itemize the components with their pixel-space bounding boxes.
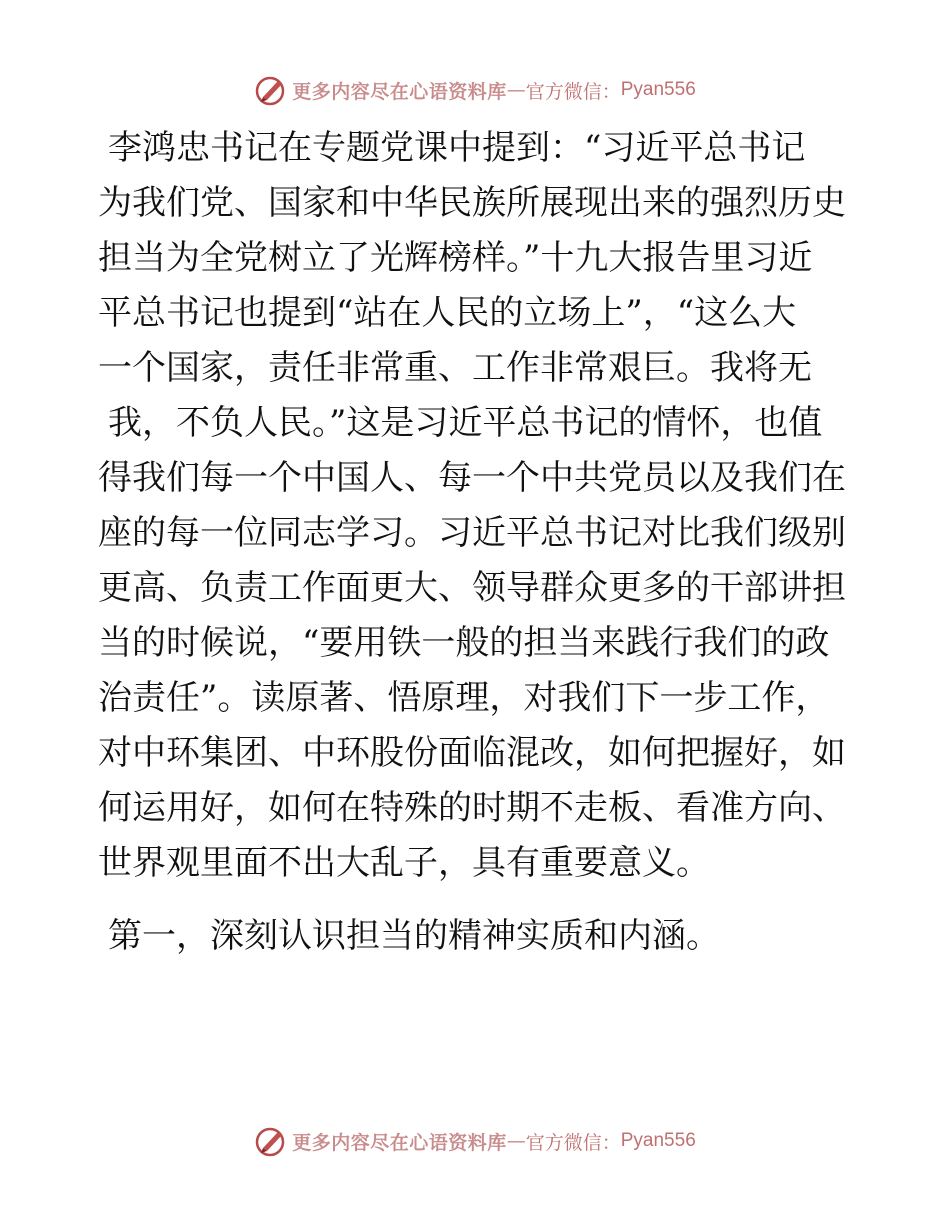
watermark-separator: —	[506, 79, 526, 101]
watermark-wechat-id: Pyan556	[620, 1130, 696, 1151]
paragraph-line: 担当为全党树立了光辉榜样。”十九大报告里习近	[98, 238, 813, 278]
watermark-separator: —	[506, 1130, 526, 1152]
pen-logo-icon	[254, 1124, 288, 1158]
paragraph-line: 一个国家，责任非常重、工作非常艰巨。我将无	[98, 348, 812, 388]
watermark-wechat-label: 官方微信：	[525, 1131, 621, 1154]
paragraph-line: 李鸿忠书记在专题党课中提到：“习近平总书记	[108, 128, 806, 168]
paragraph-line: 为我们党、国家和中华民族所展现出来的强烈历史	[98, 183, 846, 223]
paragraph-line: 对中环集团、中环股份面临混改，如何把握好，如	[98, 733, 846, 773]
watermark-wechat-id: Pyan556	[620, 79, 696, 100]
document-body	[98, 121, 858, 964]
paragraph-line: 治责任”。读原著、悟原理，对我们下一步工作，	[98, 678, 830, 718]
header-watermark	[0, 70, 950, 110]
paragraph-line: 更高、负责工作面更大、领导群众更多的干部讲担	[98, 568, 846, 608]
paragraph-line: 何运用好，如何在特殊的时期不走板、看准方向、	[98, 788, 846, 828]
pen-logo-icon	[254, 73, 288, 107]
paragraph-line: 得我们每一个中国人、每一个中共党员以及我们在	[98, 458, 846, 498]
paragraph-line: 座的每一位同志学习。习近平总书记对比我们级别	[98, 513, 846, 553]
section-heading: 第一，深刻认识担当的精神实质和内涵。	[108, 916, 720, 956]
paragraph-line: 世界观里面不出大乱子，具有重要意义。	[98, 843, 710, 883]
paragraph-line: 当的时候说，“要用铁一般的担当来践行我们的政	[98, 623, 830, 663]
paragraph-line: 我，不负人民。”这是习近平总书记的情怀，也值	[108, 403, 823, 443]
watermark-wechat-label: 官方微信：	[525, 80, 621, 103]
watermark-main-text: 更多内容尽在心语资料库	[292, 80, 507, 103]
footer-watermark	[0, 1121, 950, 1161]
paragraph-line: 平总书记也提到“站在人民的立场上”，“这么大	[98, 293, 797, 333]
watermark-main-text: 更多内容尽在心语资料库	[292, 1131, 507, 1154]
